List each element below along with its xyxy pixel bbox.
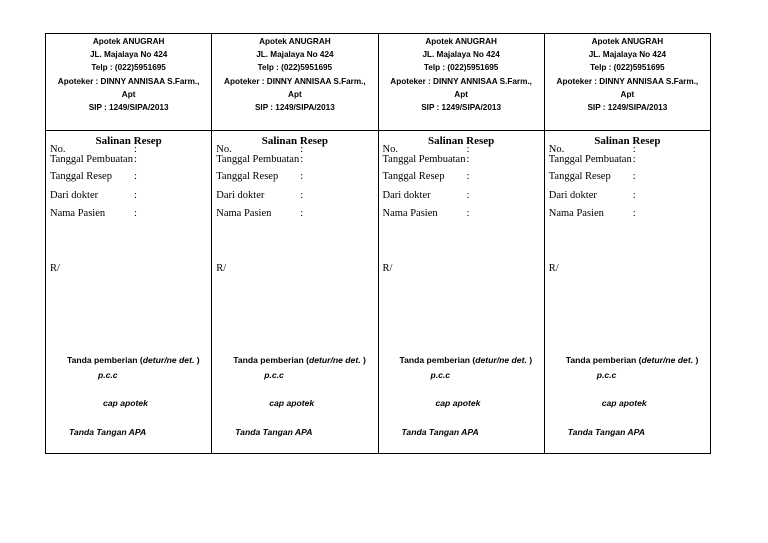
field-patient [383, 208, 470, 219]
pharmacist-title: Apt [620, 89, 635, 99]
field-doctor-colon: : [300, 190, 304, 201]
pharmacist-name: Apoteker : DINNY ANNISAA S.Farm., [57, 76, 200, 86]
rx-symbol: R/ [548, 263, 559, 274]
field-rx-date-colon: : [134, 171, 137, 182]
pharmacy-license: SIP : 1249/SIPA/2013 [587, 103, 668, 113]
field-patient-colon: : [632, 208, 636, 219]
pharmacy-phone: Telp : (022)5951695 [423, 63, 499, 73]
pharmacy-phone: Telp : (022)5951695 [590, 63, 665, 73]
pharmacy-phone: Telp : (022)5951695 [91, 63, 166, 73]
field-date-made-label: Tanggal Pembuatan [382, 154, 466, 165]
field-patient [549, 208, 636, 219]
field-doctor-colon: : [134, 190, 137, 201]
tanda-italic: detur/ne det. [309, 355, 361, 365]
pharmacy-header [212, 34, 377, 131]
field-doctor-label: Dari dokter [548, 190, 597, 201]
field-rx-date [216, 171, 303, 182]
pharmacy-header [46, 34, 211, 131]
prescription-card-1 [46, 34, 211, 453]
pcc-note: p.c.c [264, 370, 284, 380]
pharmacist-name: Apoteker : DINNY ANNISAA S.Farm., [556, 76, 699, 86]
field-rx-date-label: Tanggal Resep [382, 171, 445, 182]
document-title: Salinan Resep [95, 135, 162, 147]
pharmacist-title: Apt [121, 89, 136, 99]
field-no-label: No. [548, 144, 565, 155]
pharmacy-phone: Telp : (022)5951695 [257, 63, 333, 73]
prescription-card-2 [211, 34, 377, 453]
pharmacist-title: Apt [454, 89, 468, 99]
rx-symbol: R/ [382, 263, 393, 274]
field-patient-colon: : [134, 208, 137, 219]
field-date-made-colon: : [300, 154, 304, 165]
pharmacist-title: Apt [288, 89, 302, 99]
pharmacy-stamp-label: cap apotek [103, 398, 148, 408]
tanda-suffix: ) [360, 355, 366, 365]
field-doctor-colon: : [632, 190, 636, 201]
field-date-made-label: Tanggal Pembuatan [548, 154, 632, 165]
tanda-pemberian [566, 355, 699, 365]
field-rx-date [549, 171, 636, 182]
pharmacy-license: SIP : 1249/SIPA/2013 [254, 103, 335, 113]
field-doctor [50, 190, 137, 201]
pharmacy-license: SIP : 1249/SIPA/2013 [88, 103, 169, 113]
prescription-card-4 [544, 34, 710, 453]
field-date-made-colon: : [466, 154, 470, 165]
field-doctor-label: Dari dokter [382, 190, 431, 201]
pharmacy-stamp-label: cap apotek [435, 398, 481, 408]
rx-symbol: R/ [50, 263, 60, 274]
pharmacy-name: Apotek ANUGRAH [591, 37, 664, 46]
rx-symbol: R/ [216, 263, 227, 274]
field-patient-colon: : [466, 208, 470, 219]
tanda-prefix: Tanda pemberian ( [233, 355, 310, 365]
document-title: Salinan Resep [261, 135, 329, 147]
pharmacy-address: JL. Majalaya No 424 [89, 50, 168, 60]
field-rx-date-colon: : [300, 171, 304, 182]
tanda-suffix: ) [693, 355, 699, 365]
field-no-colon: : [466, 144, 470, 155]
field-patient-label: Nama Pasien [548, 208, 604, 219]
pharmacy-license: SIP : 1249/SIPA/2013 [421, 103, 502, 113]
tanda-pemberian [67, 355, 200, 365]
field-doctor-colon: : [466, 190, 470, 201]
field-doctor [549, 190, 636, 201]
pharmacy-stamp-label: cap apotek [269, 398, 315, 408]
apa-signature-label: Tanda Tangan APA [567, 427, 645, 437]
field-rx-date-label: Tanggal Resep [216, 171, 279, 182]
field-patient-label: Nama Pasien [382, 208, 438, 219]
tanda-prefix: Tanda pemberian ( [565, 355, 642, 365]
tanda-italic: detur/ne det. [475, 355, 527, 365]
pharmacy-header [379, 34, 544, 131]
tanda-prefix: Tanda pemberian ( [67, 355, 143, 365]
field-no-label: No. [382, 144, 398, 155]
pharmacy-name: Apotek ANUGRAH [92, 37, 165, 46]
field-date-made-colon: : [632, 154, 636, 165]
field-no-colon: : [632, 144, 636, 155]
apa-signature-label: Tanda Tangan APA [401, 427, 479, 437]
field-date-made [383, 154, 470, 165]
pharmacy-address: JL. Majalaya No 424 [588, 50, 667, 60]
tanda-pemberian [233, 355, 366, 365]
field-doctor [216, 190, 303, 201]
field-doctor-label: Dari dokter [50, 190, 99, 201]
pharmacy-name: Apotek ANUGRAH [259, 37, 331, 46]
pcc-note: p.c.c [430, 370, 451, 380]
pharmacy-address: JL. Majalaya No 424 [422, 50, 500, 60]
pharmacy-header [545, 34, 710, 131]
field-rx-date [50, 171, 137, 182]
field-date-made-label: Tanggal Pembuatan [216, 154, 300, 165]
pcc-note: p.c.c [98, 370, 118, 380]
prescription-card-3 [378, 34, 544, 453]
field-patient-label: Nama Pasien [216, 208, 272, 219]
pcc-note: p.c.c [596, 370, 617, 380]
pharmacy-name: Apotek ANUGRAH [425, 37, 497, 46]
tanda-suffix: ) [526, 355, 533, 365]
document-title: Salinan Resep [427, 135, 495, 147]
document-title: Salinan Resep [594, 135, 661, 147]
field-date-made [549, 154, 636, 165]
field-rx-date-colon: : [466, 171, 470, 182]
field-rx-date-label: Tanggal Resep [50, 171, 112, 182]
tanda-pemberian [400, 355, 533, 365]
field-no-colon: : [134, 144, 137, 155]
field-date-made [216, 154, 303, 165]
pharmacy-address: JL. Majalaya No 424 [256, 50, 334, 60]
field-no-colon: : [300, 144, 304, 155]
field-rx-date-label: Tanggal Resep [548, 171, 611, 182]
field-date-made-colon: : [134, 154, 137, 165]
tanda-italic: detur/ne det. [142, 355, 195, 365]
field-patient-colon: : [300, 208, 304, 219]
field-doctor-label: Dari dokter [216, 190, 265, 201]
apa-signature-label: Tanda Tangan APA [69, 427, 147, 437]
field-patient [50, 208, 137, 219]
field-doctor [383, 190, 470, 201]
tanda-suffix: ) [194, 355, 200, 365]
field-rx-date [383, 171, 470, 182]
tanda-italic: detur/ne det. [641, 355, 694, 365]
field-date-made [50, 154, 137, 165]
field-patient-label: Nama Pasien [50, 208, 106, 219]
field-date-made-label: Tanggal Pembuatan [50, 154, 133, 165]
field-patient [216, 208, 303, 219]
apa-signature-label: Tanda Tangan APA [235, 427, 313, 437]
field-no-label: No. [216, 144, 232, 155]
field-no-label: No. [50, 144, 66, 155]
pharmacy-stamp-label: cap apotek [601, 398, 647, 408]
tanda-prefix: Tanda pemberian ( [399, 355, 476, 365]
field-rx-date-colon: : [632, 171, 636, 182]
prescription-copy-sheet [45, 33, 711, 454]
pharmacist-name: Apoteker : DINNY ANNISAA S.Farm., [390, 76, 532, 86]
pharmacist-name: Apoteker : DINNY ANNISAA S.Farm., [224, 76, 366, 86]
